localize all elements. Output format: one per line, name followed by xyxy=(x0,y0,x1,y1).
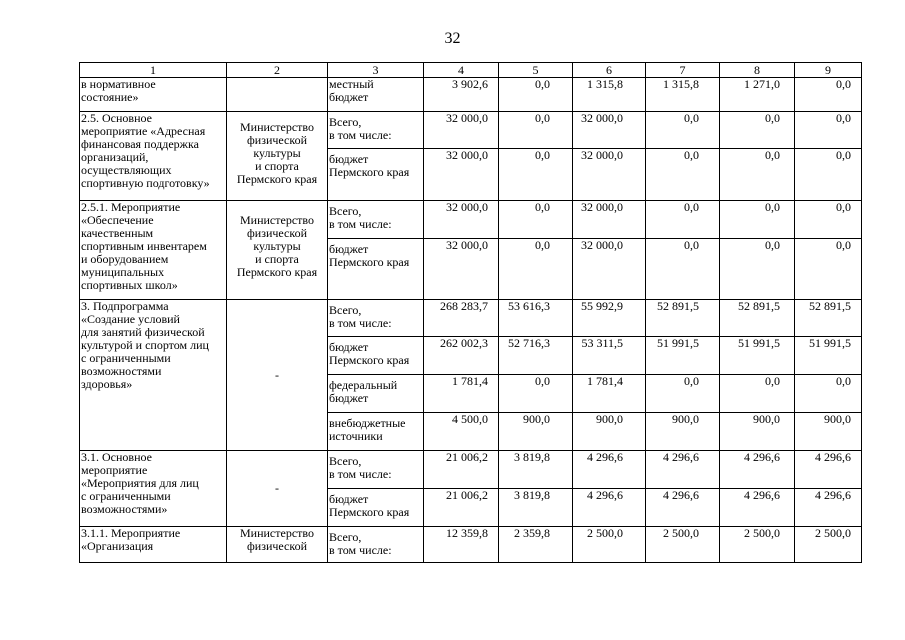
amount-year: 4 296,6 xyxy=(646,489,720,527)
amount-year: 51 991,5 xyxy=(795,337,862,375)
responsible-org: Министерство физической xyxy=(227,527,328,563)
amount-year: 3 819,8 xyxy=(499,451,573,489)
amount-year: 0,0 xyxy=(646,112,720,149)
funding-source: Всего, в том числе: xyxy=(328,112,424,149)
header-row xyxy=(80,63,862,78)
table-row xyxy=(80,451,862,489)
amount-year: 0,0 xyxy=(499,149,573,201)
funding-source: бюджет Пермского края xyxy=(328,489,424,527)
amount-year: 1 781,4 xyxy=(573,375,646,413)
funding-source: внебюджетные источники xyxy=(328,413,424,451)
amount-year: 52 891,5 xyxy=(795,300,862,337)
amount-year: 0,0 xyxy=(646,239,720,300)
amount-year: 32 000,0 xyxy=(573,201,646,239)
amount-year: 4 296,6 xyxy=(573,451,646,489)
amount-year: 4 296,6 xyxy=(795,451,862,489)
amount-total: 4 500,0 xyxy=(424,413,499,451)
amount-total: 21 006,2 xyxy=(424,489,499,527)
responsible-empty xyxy=(227,78,328,112)
amount-total: 32 000,0 xyxy=(424,149,499,201)
amount-year: 2 500,0 xyxy=(573,527,646,563)
amount-year: 32 000,0 xyxy=(573,149,646,201)
responsible-org: Министерство физической культуры и спорта Пермского края xyxy=(227,201,328,300)
amount-total: 1 781,4 xyxy=(424,375,499,413)
amount-year: 32 000,0 xyxy=(573,112,646,149)
amount-year: 0,0 xyxy=(795,149,862,201)
amount-year: 1 315,8 xyxy=(646,78,720,112)
amount-year: 0,0 xyxy=(499,375,573,413)
amount-year: 0,0 xyxy=(720,201,795,239)
amount-year: 4 296,6 xyxy=(720,489,795,527)
responsible-dash: - xyxy=(227,451,328,527)
amount-year: 4 296,6 xyxy=(795,489,862,527)
amount-year: 32 000,0 xyxy=(573,239,646,300)
amount-year: 900,0 xyxy=(720,413,795,451)
activity-name: 3.1.1. Мероприятие «Организация xyxy=(80,527,227,563)
table-row xyxy=(80,300,862,337)
amount-year: 2 500,0 xyxy=(646,527,720,563)
amount-total: 12 359,8 xyxy=(424,527,499,563)
amount-year: 0,0 xyxy=(795,375,862,413)
amount-year: 4 296,6 xyxy=(573,489,646,527)
amount-year: 900,0 xyxy=(795,413,862,451)
col-header-3: 3 xyxy=(328,63,424,78)
table-row xyxy=(80,112,862,149)
funding-source: бюджет Пермского края xyxy=(328,149,424,201)
activity-name: 2.5. Основное мероприятие «Адресная финансовая поддержка организаций, осуществляющих спортивную подготовку» xyxy=(80,112,227,201)
activity-name: 2.5.1. Мероприятие «Обеспечение качественным спортивным инвентарем и оборудованием муниципальных спортивных школ» xyxy=(80,201,227,300)
amount-year: 52 891,5 xyxy=(720,300,795,337)
funding-source: Всего, в том числе: xyxy=(328,527,424,563)
table-row xyxy=(80,527,862,563)
amount-year: 51 991,5 xyxy=(720,337,795,375)
col-header-2: 2 xyxy=(227,63,328,78)
amount-year: 0,0 xyxy=(499,239,573,300)
amount-year: 52 716,3 xyxy=(499,337,573,375)
col-header-4: 4 xyxy=(424,63,499,78)
amount-year: 0,0 xyxy=(795,78,862,112)
budget-table xyxy=(79,62,862,563)
amount-year: 4 296,6 xyxy=(646,451,720,489)
amount-year: 0,0 xyxy=(720,375,795,413)
amount-year: 900,0 xyxy=(646,413,720,451)
funding-source: местный бюджет xyxy=(328,78,424,112)
amount-year: 0,0 xyxy=(795,201,862,239)
funding-source: Всего, в том числе: xyxy=(328,300,424,337)
funding-source: бюджет Пермского края xyxy=(328,239,424,300)
amount-year: 2 500,0 xyxy=(720,527,795,563)
amount-year: 0,0 xyxy=(795,239,862,300)
activity-name: 3.1. Основное мероприятие «Мероприятия для лиц с ограниченными возможностями» xyxy=(80,451,227,527)
amount-year: 0,0 xyxy=(720,112,795,149)
responsible-dash: - xyxy=(227,300,328,451)
funding-source: Всего, в том числе: xyxy=(328,201,424,239)
amount-year: 55 992,9 xyxy=(573,300,646,337)
amount-total: 32 000,0 xyxy=(424,201,499,239)
table-row xyxy=(80,201,862,239)
amount-year: 1 271,0 xyxy=(720,78,795,112)
activity-name: в нормативное состояние» xyxy=(80,78,227,112)
amount-total: 21 006,2 xyxy=(424,451,499,489)
amount-year: 4 296,6 xyxy=(720,451,795,489)
amount-year: 2 500,0 xyxy=(795,527,862,563)
amount-year: 3 819,8 xyxy=(499,489,573,527)
amount-year: 1 315,8 xyxy=(573,78,646,112)
col-header-7: 7 xyxy=(646,63,720,78)
table-row xyxy=(80,78,862,112)
col-header-9: 9 xyxy=(795,63,862,78)
amount-year: 0,0 xyxy=(646,149,720,201)
amount-year: 53 311,5 xyxy=(573,337,646,375)
amount-year: 2 359,8 xyxy=(499,527,573,563)
col-header-6: 6 xyxy=(573,63,646,78)
funding-source: бюджет Пермского края xyxy=(328,337,424,375)
amount-year: 0,0 xyxy=(499,112,573,149)
amount-year: 900,0 xyxy=(499,413,573,451)
col-header-5: 5 xyxy=(499,63,573,78)
amount-year: 0,0 xyxy=(795,112,862,149)
funding-source: Всего, в том числе: xyxy=(328,451,424,489)
amount-year: 0,0 xyxy=(646,201,720,239)
amount-total: 32 000,0 xyxy=(424,239,499,300)
col-header-1: 1 xyxy=(80,63,227,78)
amount-year: 900,0 xyxy=(573,413,646,451)
amount-year: 52 891,5 xyxy=(646,300,720,337)
activity-name: 3. Подпрограмма «Создание условий для занятий физической культурой и спортом лиц с ограниченными возможностями здоровья» xyxy=(80,300,227,451)
amount-year: 0,0 xyxy=(720,239,795,300)
amount-total: 262 002,3 xyxy=(424,337,499,375)
amount-total: 32 000,0 xyxy=(424,112,499,149)
amount-total: 268 283,7 xyxy=(424,300,499,337)
responsible-org: Министерство физической культуры и спорта Пермского края xyxy=(227,112,328,201)
page-number: 32 xyxy=(444,30,461,47)
amount-year: 0,0 xyxy=(499,201,573,239)
amount-year: 0,0 xyxy=(720,149,795,201)
amount-year: 0,0 xyxy=(499,78,573,112)
amount-year: 53 616,3 xyxy=(499,300,573,337)
amount-year: 51 991,5 xyxy=(646,337,720,375)
amount-total: 3 902,6 xyxy=(424,78,499,112)
funding-source: федеральный бюджет xyxy=(328,375,424,413)
amount-year: 0,0 xyxy=(646,375,720,413)
col-header-8: 8 xyxy=(720,63,795,78)
